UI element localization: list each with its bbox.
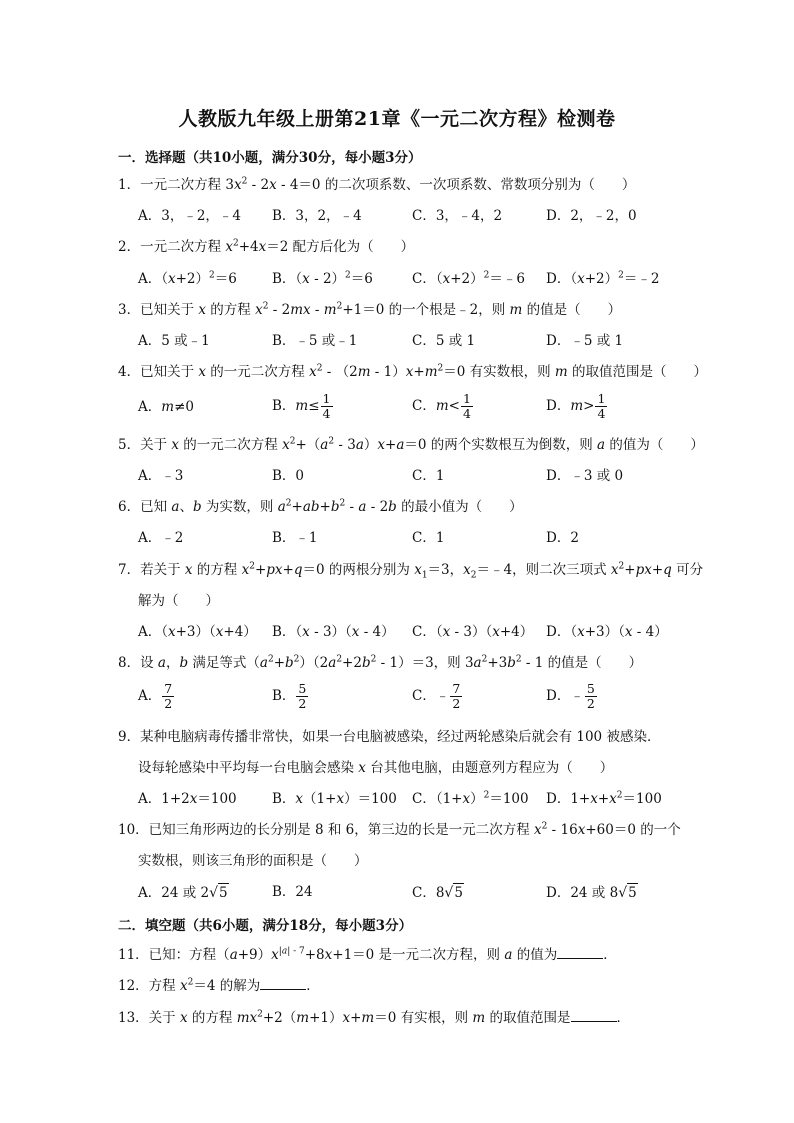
question-2-options (138, 270, 678, 290)
question-8: 8．设 a，b 满足等式$(a^2+b^2)(2a^2+2b^2 - 1)=3$，则 $3a^2+3b^2 - 1$ 的值是（ ） (118, 654, 643, 671)
option-c[interactable]: C．8√5 (412, 885, 463, 901)
option-a[interactable]: A．m≠0 (138, 399, 194, 415)
option-b[interactable]: B．3，2，﹣4 (272, 208, 362, 224)
question-10-options (138, 883, 678, 903)
question-1-options (138, 207, 678, 227)
option-d[interactable]: D．﹣5 或 1 (546, 333, 624, 349)
question-8-options (138, 682, 678, 718)
question-12: 12．方程 $x^2=4$ 的解为 ． (118, 977, 320, 994)
option-a[interactable]: A．$(x+2)^2=6$ (138, 270, 237, 287)
option-c[interactable]: C．5 或 1 (412, 333, 476, 349)
option-c[interactable]: C．1 (412, 468, 445, 484)
question-2: 2．一元二次方程 $x^2+4x=2$ 配方后化为（ ） (118, 238, 415, 255)
option-d[interactable]: D．m> $\frac{1}{4}$ (546, 391, 606, 421)
option-d[interactable]: D．$1+x+x^2=100$ (546, 790, 662, 807)
question-13: 13．关于 x 的方程 $mx^2+2(m+1)x+m=0$ 有实根，则 m 的取值范围是 ． (118, 1009, 631, 1026)
option-c[interactable]: C．3，﹣4，2 (412, 208, 503, 224)
question-7: 7．若关于 x 的方程 $x^2+px+q=0$ 的两根分别为 $x_1=3$，$x_2=﹣4$，则二次三项式 $x^2+px+q$ 可分 (118, 561, 704, 581)
section-choice-heading: 一．选择题（共10小题，满分30分，每小题3分） (118, 150, 422, 166)
option-a[interactable]: A．24 或 2√5 (138, 885, 228, 901)
section-fill-heading: 二．填空题（共6小题，满分18分，每小题3分） (118, 918, 413, 934)
option-d[interactable]: D．﹣ $\frac{5}{2}$ (546, 681, 595, 711)
option-a[interactable]: A．1+2x＝100 (138, 791, 237, 807)
option-a[interactable]: A．﹣2 (138, 530, 184, 546)
option-d[interactable]: D．24 或 8√5 (546, 885, 637, 901)
option-c[interactable]: C．m< $\frac{1}{4}$ (412, 391, 471, 421)
option-c[interactable]: C．（x - 3）（x+4） (412, 624, 534, 640)
option-b[interactable]: B．m≤ $\frac{1}{4}$ (272, 391, 331, 421)
question-10: 10．已知三角形两边的长分别是 8 和 6，第三边的长是一元二次方程 $x^2 - 16x+60=0$ 的一个 (118, 821, 681, 838)
answer-blank[interactable] (557, 946, 603, 959)
page-title: 人教版九年级上册第21章《一元二次方程》检测卷 (178, 108, 616, 130)
option-b[interactable]: B．24 (272, 884, 313, 900)
option-a[interactable]: A．（x+3）（x+4） (138, 624, 257, 640)
question-6-options (138, 529, 678, 549)
option-b[interactable]: B．（x - 3）（x - 4） (272, 624, 395, 640)
option-c[interactable]: C．1 (412, 530, 445, 546)
question-3-options (138, 332, 678, 352)
question-9: 9．某种电脑病毒传播非常快，如果一台电脑被感染，经过两轮感染后就会有 100 被感染． (118, 729, 661, 745)
question-5: 5．关于 x 的一元二次方程 $x^2+(a^2 - 3a)x+a=0$ 的两个实数根互为倒数，则 a 的值为（ ） (118, 436, 704, 453)
question-6: 6．已知 a、b 为实数，则 $a^2+ab+b^2 - a - 2b$ 的最小值为（ ） (118, 498, 523, 515)
option-b[interactable]: B．0 (272, 468, 305, 484)
question-9-continuation: 设每轮感染中平均每一台电脑会感染 x 台其他电脑，由题意列方程应为（ ） (138, 760, 614, 776)
answer-blank[interactable] (260, 977, 306, 990)
option-d[interactable]: D．2，﹣2，0 (546, 208, 637, 224)
option-a[interactable]: A．5 或﹣1 (138, 333, 210, 349)
option-d[interactable]: D．（x+3）（x - 4） (546, 624, 668, 640)
answer-blank[interactable] (571, 1009, 617, 1022)
option-b[interactable]: B．﹣5 或﹣1 (272, 333, 358, 349)
question-5-options (138, 467, 678, 487)
option-b[interactable]: B． $\frac{5}{2}$ (272, 681, 307, 711)
question-4: 4．已知关于 x 的一元二次方程 $x^2 - (2m - 1)x+m^2=0$ 有实数根，则 m 的取值范围是（ ） (118, 363, 708, 380)
question-11: 11．已知：方程$(a+9)x^{|a| - 7}+8x+1=0$ 是一元二次方程，则 a 的值为 ． (118, 946, 617, 963)
question-3: 3．已知关于 x 的方程 $x^2 - 2mx - m^2+1=0$ 的一个根是﹣2，则 m 的值是（ ） (118, 301, 622, 318)
option-d[interactable]: D．﹣3 或 0 (546, 468, 624, 484)
option-d[interactable]: D．$(x+2)^2=﹣2$ (546, 270, 660, 287)
option-c[interactable]: C．$(1+x)^2=100$ (412, 790, 529, 807)
option-b[interactable]: B．﹣1 (272, 530, 318, 546)
question-9-options (138, 790, 678, 810)
option-b[interactable]: B．x（1+x）＝100 (272, 791, 397, 807)
option-b[interactable]: B．（x - 2）$^2$＝6 (272, 270, 373, 287)
question-4-options (138, 392, 678, 426)
option-a[interactable]: A．3，﹣2，﹣4 (138, 208, 242, 224)
option-a[interactable]: A．﹣3 (138, 468, 184, 484)
question-10-continuation: 实数根，则该三角形的面积是（ ） (138, 853, 368, 869)
option-a[interactable]: A． $\frac{7}{2}$ (138, 681, 173, 711)
question-7-options (138, 623, 678, 643)
option-d[interactable]: D．2 (546, 530, 579, 546)
question-7-continuation: 解为（ ） (138, 593, 219, 609)
option-c[interactable]: C．$(x+2)^2=﹣6$ (412, 270, 525, 287)
option-c[interactable]: C．﹣ $\frac{7}{2}$ (412, 681, 461, 711)
question-1: 1．一元二次方程 $3x^2 - 2x - 4=0$ 的二次项系数、一次项系数、常数项分别为（ ） (118, 176, 636, 193)
